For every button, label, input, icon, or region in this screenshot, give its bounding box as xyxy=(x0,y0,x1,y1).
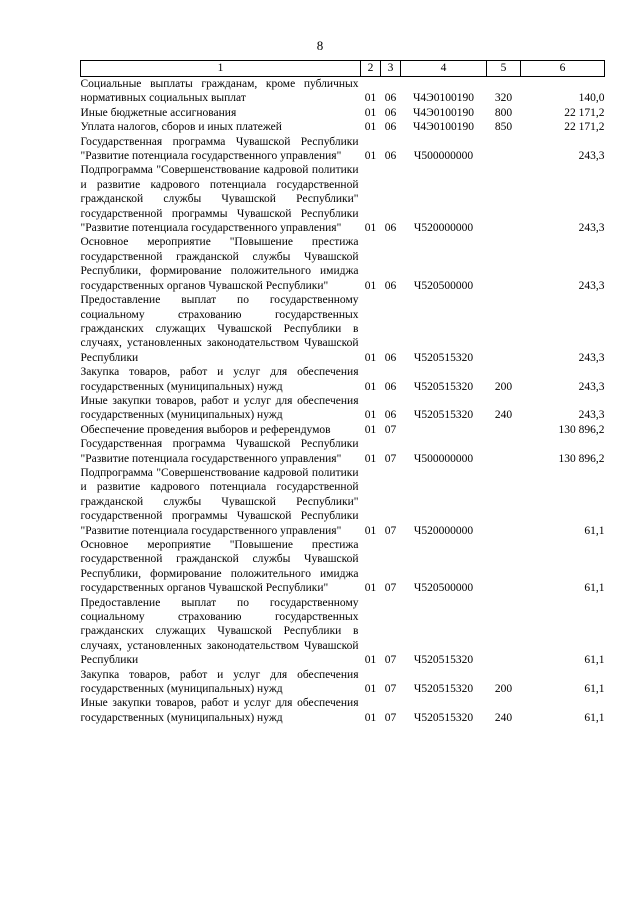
row-amount: 243,3 xyxy=(578,222,605,235)
row-section: 01 xyxy=(364,121,377,134)
row-section: 01 xyxy=(364,654,377,667)
table-row xyxy=(81,365,605,394)
row-target-article: Ч520515320 xyxy=(413,380,474,393)
row-amount: 61,1 xyxy=(584,711,605,724)
row-section: 01 xyxy=(364,711,377,724)
table-row xyxy=(81,293,605,365)
budget-table xyxy=(80,60,605,725)
row-subsection: 07 xyxy=(384,654,397,667)
row-section: 01 xyxy=(364,452,377,465)
row-name: Основное мероприятие "Повышение престижа государственной гражданской службы Чувашской Республики, формирование положительного имиджа государственных органов Чувашской Республики" xyxy=(80,539,359,595)
row-subsection: 06 xyxy=(384,92,397,105)
table-row xyxy=(81,394,605,423)
row-subsection: 07 xyxy=(384,524,397,537)
row-amount: 243,3 xyxy=(578,279,605,292)
row-expense-type xyxy=(487,596,521,668)
row-amount: 243,3 xyxy=(578,351,605,364)
row-target-article: Ч520000000 xyxy=(413,222,474,235)
table-row xyxy=(81,163,605,235)
row-expense-type xyxy=(487,163,521,235)
table-header xyxy=(81,61,605,77)
row-section: 01 xyxy=(364,380,377,393)
row-target-article: Ч520515320 xyxy=(413,683,474,696)
row-expense-type: 240 xyxy=(494,711,513,724)
row-target-article: Ч520500000 xyxy=(413,279,474,292)
row-subsection: 06 xyxy=(384,279,397,292)
table-row xyxy=(81,235,605,293)
row-section: 01 xyxy=(364,409,377,422)
row-subsection: 07 xyxy=(384,423,397,436)
row-name: Социальные выплаты гражданам, кроме публичных нормативных социальных выплат xyxy=(80,78,359,105)
row-subsection: 06 xyxy=(384,409,397,422)
row-expense-type: 320 xyxy=(494,92,513,105)
row-amount: 140,0 xyxy=(578,92,605,105)
header-col-1: 1 xyxy=(81,61,361,77)
row-section: 01 xyxy=(364,150,377,163)
table-row xyxy=(81,120,605,134)
row-target-article: Ч520515320 xyxy=(413,711,474,724)
row-section: 01 xyxy=(364,524,377,537)
row-name: Основное мероприятие "Повышение престижа государственной гражданской службы Чувашской Республики, формирование положительного имиджа государственных органов Чувашской Республики" xyxy=(80,236,359,292)
row-subsection: 06 xyxy=(384,121,397,134)
table-row xyxy=(81,538,605,596)
row-subsection: 06 xyxy=(384,106,397,119)
header-col-3: 3 xyxy=(381,61,401,77)
row-expense-type xyxy=(487,437,521,466)
row-subsection: 07 xyxy=(384,711,397,724)
row-target-article: Ч500000000 xyxy=(413,150,474,163)
row-section: 01 xyxy=(364,423,377,436)
row-subsection: 07 xyxy=(384,683,397,696)
row-expense-type xyxy=(487,466,521,538)
row-name: Закупка товаров, работ и услуг для обеспечения государственных (муниципальных) нужд xyxy=(80,366,359,393)
row-target-article: Ч520515320 xyxy=(413,409,474,422)
row-section: 01 xyxy=(364,92,377,105)
row-target-article: Ч520000000 xyxy=(413,524,474,537)
row-expense-type xyxy=(487,423,521,437)
row-name: Государственная программа Чувашской Республики "Развитие потенциала государственного управления" xyxy=(80,438,359,465)
row-amount: 61,1 xyxy=(584,683,605,696)
table-row xyxy=(81,437,605,466)
row-name: Подпрограмма "Совершенствование кадровой политики и развитие кадрового потенциала государственной гражданской службы Чувашской Республики" государственной программы Чувашской Республики "Развитие потенциала государственного управления" xyxy=(80,466,359,537)
row-amount: 130 896,2 xyxy=(558,423,605,436)
table-row xyxy=(81,77,605,106)
row-target-article xyxy=(401,423,487,437)
table-row xyxy=(81,135,605,164)
row-target-article: Ч520515320 xyxy=(413,654,474,667)
row-name: Государственная программа Чувашской Республики "Развитие потенциала государственного управления" xyxy=(80,135,359,163)
row-expense-type xyxy=(487,538,521,596)
row-expense-type xyxy=(487,293,521,365)
header-col-2: 2 xyxy=(361,61,381,77)
table-row xyxy=(81,466,605,538)
row-amount: 61,1 xyxy=(584,524,605,537)
header-row xyxy=(81,61,605,77)
row-amount: 130 896,2 xyxy=(558,452,605,465)
table-row xyxy=(81,696,605,725)
row-target-article: Ч4Э0100190 xyxy=(412,92,475,105)
header-col-5: 5 xyxy=(487,61,521,77)
row-name: Иные бюджетные ассигнования xyxy=(80,106,237,119)
header-col-4: 4 xyxy=(401,61,487,77)
row-amount: 243,3 xyxy=(578,150,605,163)
row-expense-type: 240 xyxy=(494,409,513,422)
row-amount: 243,3 xyxy=(578,409,605,422)
row-name: Предоставление выплат по государственному социальному страхованию государственных гражданских служащих Чувашской Республики в случаях, установленных законодательством Чувашской Республики xyxy=(80,294,359,364)
row-target-article: Ч4Э0100190 xyxy=(412,106,475,119)
row-name: Иные закупки товаров, работ и услуг для обеспечения государственных (муниципальных) нужд xyxy=(80,697,359,724)
row-section: 01 xyxy=(364,351,377,364)
row-target-article: Ч520515320 xyxy=(413,351,474,364)
row-amount: 22 171,2 xyxy=(564,106,605,119)
table-row xyxy=(81,423,605,437)
row-name: Иные закупки товаров, работ и услуг для обеспечения государственных (муниципальных) нужд xyxy=(80,394,359,422)
row-expense-type: 850 xyxy=(494,121,513,134)
row-name: Уплата налогов, сборов и иных платежей xyxy=(80,121,282,134)
row-name: Подпрограмма "Совершенствование кадровой политики и развитие кадрового потенциала государственной гражданской службы Чувашской Республики" государственной программы Чувашской Республики "Развитие потенциала государственного управления" xyxy=(80,164,359,235)
row-amount: 22 171,2 xyxy=(564,121,605,134)
row-expense-type: 200 xyxy=(494,683,513,696)
row-name: Обеспечение проведения выборов и референдумов xyxy=(80,423,331,436)
row-expense-type xyxy=(487,235,521,293)
table-body xyxy=(81,77,605,726)
row-expense-type: 200 xyxy=(494,380,513,393)
row-subsection: 07 xyxy=(384,582,397,595)
table-row xyxy=(81,668,605,697)
row-subsection: 06 xyxy=(384,380,397,393)
row-subsection: 06 xyxy=(384,351,397,364)
row-subsection: 06 xyxy=(384,222,397,235)
row-subsection: 06 xyxy=(384,150,397,163)
row-section: 01 xyxy=(364,222,377,235)
row-amount: 61,1 xyxy=(584,582,605,595)
row-name: Предоставление выплат по государственному социальному страхованию государственных гражданских служащих Чувашской Республики в случаях, установленных законодательством Чувашской Республики xyxy=(80,596,359,667)
row-section: 01 xyxy=(364,279,377,292)
row-subsection: 07 xyxy=(384,452,397,465)
row-target-article: Ч500000000 xyxy=(413,452,474,465)
row-amount: 243,3 xyxy=(578,380,605,393)
row-section: 01 xyxy=(364,683,377,696)
row-section: 01 xyxy=(364,582,377,595)
table-row xyxy=(81,596,605,668)
table-row xyxy=(81,106,605,120)
row-name: Закупка товаров, работ и услуг для обеспечения государственных (муниципальных) нужд xyxy=(80,668,359,696)
header-col-6: 6 xyxy=(521,61,605,77)
row-amount: 61,1 xyxy=(584,654,605,667)
row-target-article: Ч520500000 xyxy=(413,582,474,595)
row-expense-type xyxy=(487,135,521,164)
row-target-article: Ч4Э0100190 xyxy=(412,121,475,134)
row-section: 01 xyxy=(364,106,377,119)
page-number: 8 xyxy=(316,38,324,53)
row-expense-type: 800 xyxy=(494,106,513,119)
